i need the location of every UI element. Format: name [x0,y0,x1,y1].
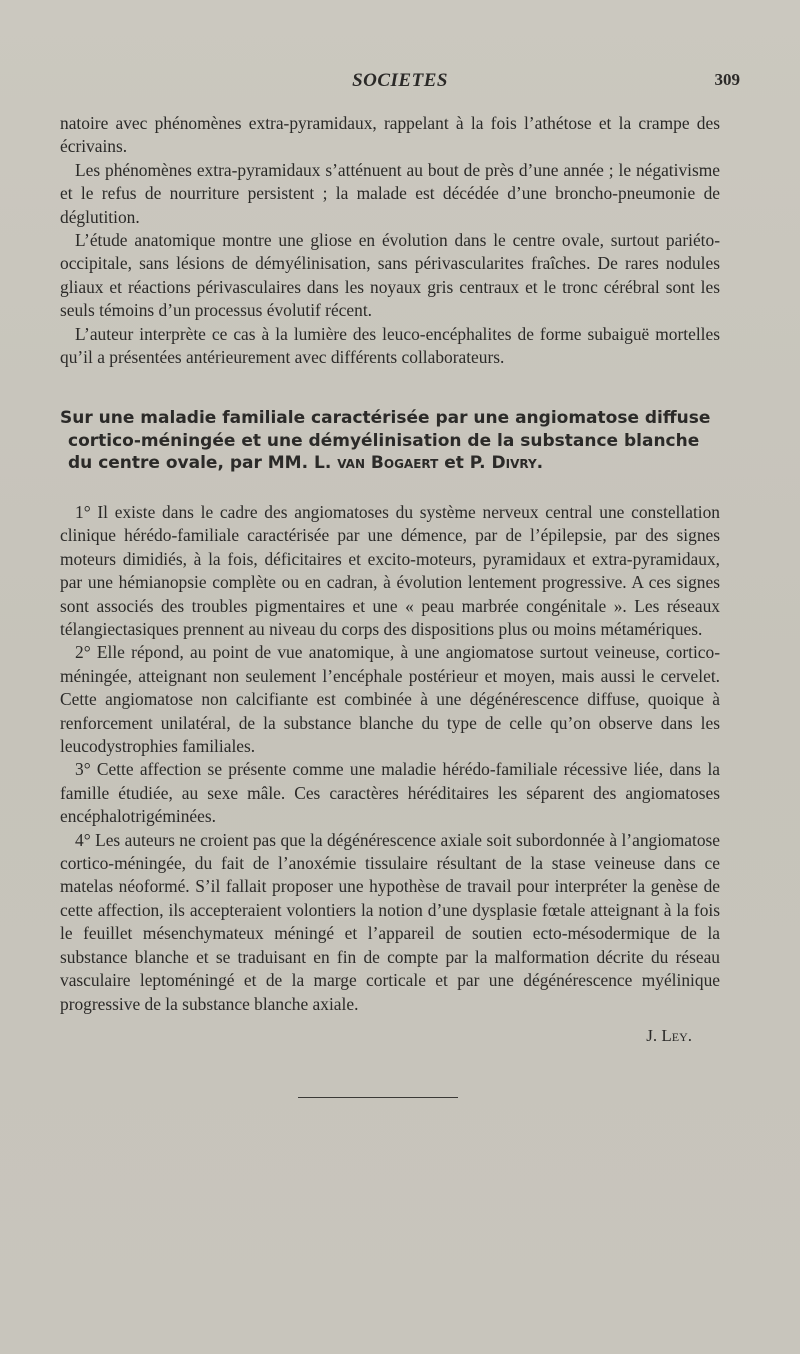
page-number: 309 [714,70,740,89]
numbered-paragraph-1: 1° Il existe dans le cadre des angiomatoses du système nerveux central une constellation clinique hérédo-familiale caractérisée par une démence, par de l’épilepsie, par des signes moteurs dimidiés, à la fois, déficitaires et excito-moteurs, pyramidaux et extra-pyramidaux, par une hémianopsie complète ou en cadran, à évolution lentement progressive. A ces signes sont associés des troubles pigmentaires et une « peau marbrée congénitale ». Les réseaux télangiectasiques prennent au niveau du corps des dispositions plus ou moins métamériques. [60,501,720,639]
author-name: P. Divry. [469,453,544,474]
paragraph: L’auteur interprète ce cas à la lumière des leuco-encéphalites de forme subaiguë mortelles qu’il a présentées antérieurement avec différents collaborateurs. [60,323,720,368]
article-body [60,112,720,1047]
signature: J. Ley. [646,1025,692,1045]
numbered-paragraph-3: 3° Cette affection se présente comme une maladie hérédo-familiale récessive liée, dans la famille étudiée, au sexe mâle. Ces caractères héréditaires les séparent des angiomatoses encéphalotrigéminées. [60,759,720,827]
section-authors [314,453,543,473]
numbered-paragraph-4: 4° Les auteurs ne croient pas que la dégénérescence axiale soit subordonnée à l’angiomatose cortico-méningée, du fait de l’anoxémie tissulaire résultant de la stase veineuse dans ce matelas néoformé. S’il fallait proposer une hypothèse de travail pour interpréter la genèse de cette affection, ils accepteraient volontiers la notion d’une dysplasie fœtale atteignant à la fois le feuillet mésenchymateux méningé et l’appareil de soutien ecto-mésodermique de la substance blanche et se traduisant en fin de compte par la malformation décrite du réseau vasculaire leptoméningé et de la marge corticale et par une dégénérescence myélinique progressive de la substance blanche axiale. [60,829,720,1014]
section-end-rule [298,1097,458,1098]
numbered-paragraph-2: 2° Elle répond, au point de vue anatomique, à une angiomatose surtout veineuse, cortico-méningée, atteignant non seulement l’encéphale postérieur et moyen, mais aussi le cervelet. Cette angiomatose non calcifiante est combinée à une dégénérescence diffuse, quoique à renforcement unilatéral, de la substance blanche du type de celle qu’on observe dans les leucodystrophies familiales. [60,642,720,757]
paragraph: Les phénomènes extra-pyramidaux s’atténuent au bout de près d’une année ; le négativisme et le refus de nourriture persistent ; la malade est décédée d’une broncho-pneumonie de déglutition. [60,159,720,227]
running-head [60,70,740,100]
author-joiner: et [444,453,464,474]
author-name: L. van Bogaert [313,453,439,474]
running-head-title: SOCIETES [352,70,448,91]
section-title [60,407,720,475]
paragraph: L’étude anatomique montre une gliose en évolution dans le centre ovale, surtout pariéto-occipitale, sans lésions de démyélinisation, sans périvascularites fraîches. De rares nodules gliaux et réactions périvasculaires dans les noyaux gris centraux et le tronc cérébral sont les seuls témoins d’un processus évolutif récent. [60,230,720,321]
paragraph-continuation: natoire avec phénomènes extra-pyramidaux, rappelant à la fois l’athétose et la crampe des écrivains. [60,113,720,157]
section-title-text: Sur une maladie familiale caractérisée par une angiomatose diffuse cortico-méningée et une démyélinisation de la substance blanche du centre ovale, par MM. [60,408,711,474]
